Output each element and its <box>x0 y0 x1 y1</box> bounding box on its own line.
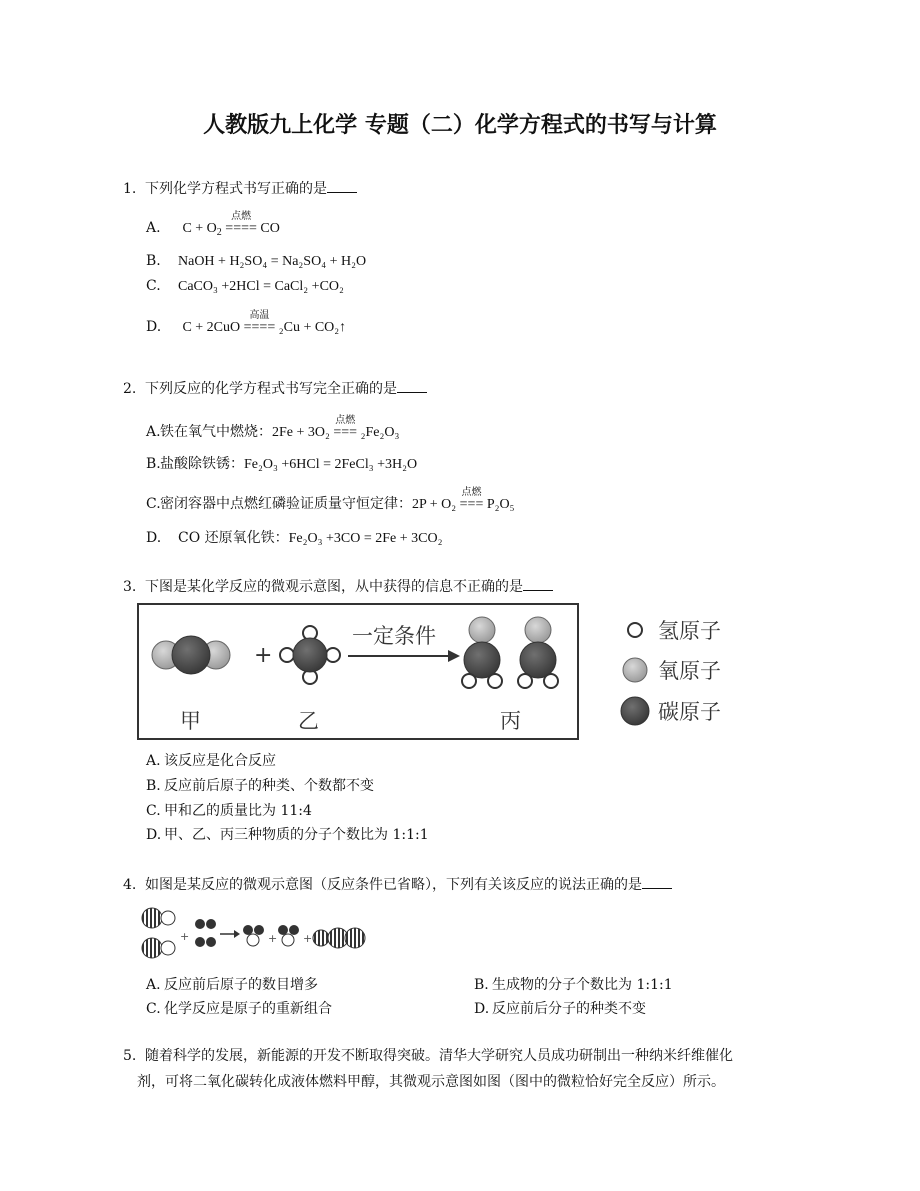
condition-sign <box>243 310 276 336</box>
plus-sign: + <box>268 932 278 945</box>
question-text-line-2: 剂，可将二氧化碳转化成液体燃料甲醇，其微观示意图如图（图中的微粒恰好完全反应）所示。 <box>137 1074 725 1090</box>
option-prefix: 铁在氧气中燃烧： <box>160 424 272 440</box>
option-label: B. <box>146 253 161 269</box>
question-5 <box>123 1043 833 1095</box>
question-number: 3. <box>123 579 137 595</box>
equals-sign: === <box>459 497 484 512</box>
equation-right: P₂O₅ <box>486 497 515 512</box>
q3-option-d <box>146 824 429 844</box>
question-number: 2. <box>123 381 137 397</box>
option-label: A. <box>146 977 161 993</box>
q4-option-c <box>146 998 332 1018</box>
equals-sign: === <box>333 425 358 440</box>
q1-option-c <box>146 278 344 295</box>
question-3 <box>123 576 553 596</box>
option-prefix: CO 还原氧化铁： <box>178 530 289 546</box>
molecule-bing-1 <box>462 617 502 688</box>
option-text: 反应前后原子的种类、个数都不变 <box>164 778 374 794</box>
answer-blank <box>397 380 427 393</box>
equation: NaOH + H₂SO₄ = Na₂SO₄ + H₂O <box>178 254 367 269</box>
equation-right: ₂Cu + CO₂↑ <box>278 320 347 335</box>
option-label: B. <box>474 977 489 993</box>
option-label: D. <box>146 827 162 843</box>
plus-sign: + <box>180 930 190 943</box>
option-label: C. <box>146 278 161 294</box>
option-label: D. <box>474 1001 490 1017</box>
reaction-condition: 高温 <box>249 310 270 321</box>
question-number: 1. <box>123 181 137 197</box>
option-text: 该反应是化合反应 <box>164 753 276 769</box>
reactant-molecule-2 <box>142 938 175 958</box>
q4-option-b <box>474 974 673 994</box>
label-jia: 甲 <box>180 709 201 733</box>
q2-option-c <box>146 487 515 513</box>
q3-option-c <box>146 800 312 820</box>
label-yi: 乙 <box>298 709 319 733</box>
equation: CaCO₃ +2HCl = CaCl₂ +CO₂ <box>178 279 344 294</box>
equation-left: 2Fe + 3O₂ <box>272 425 330 440</box>
option-label: C. <box>146 1001 161 1017</box>
option-text: 甲、乙、丙三种物质的分子个数比为 1:1:1 <box>164 827 429 843</box>
legend-oxygen-icon <box>623 658 647 682</box>
question-number: 5. <box>123 1048 137 1064</box>
plus-sign: + <box>254 643 273 668</box>
equation-left: 2P + O₂ <box>412 497 457 512</box>
reactant-molecule-3 <box>195 919 216 947</box>
option-text: 反应前后分子的种类不变 <box>492 1001 646 1017</box>
option-label: B. <box>146 456 161 472</box>
molecule-bing-2 <box>518 617 558 688</box>
product-molecule-1 <box>243 925 264 946</box>
q2-option-b <box>146 453 417 473</box>
arrow-label: 一定条件 <box>352 624 436 648</box>
option-label: D. <box>146 530 162 546</box>
reactant-molecule-1 <box>142 908 175 928</box>
option-text: 反应前后原子的数目增多 <box>164 977 318 993</box>
product-molecule-2 <box>278 925 299 946</box>
option-prefix: 盐酸除铁锈： <box>160 456 244 472</box>
equation: Fe₂O₃ +6HCl = 2FeCl₃ +3H₂O <box>244 457 418 472</box>
option-label: C. <box>146 496 161 512</box>
question-number: 4. <box>123 877 137 893</box>
reaction-condition: 点燃 <box>231 211 252 222</box>
equation-right: ₂Fe₂O₃ <box>360 425 400 440</box>
equals-sign: ==== <box>243 320 276 335</box>
option-prefix: 密闭容器中点燃红磷验证质量守恒定律： <box>160 496 412 512</box>
q3-option-b <box>146 775 374 795</box>
legend-oxygen-label: 氧原子 <box>658 659 721 683</box>
reaction-condition: 点燃 <box>461 487 482 498</box>
question-text: 下图是某化学反应的微观示意图，从中获得的信息不正确的是 <box>145 579 523 595</box>
arrow-head-icon <box>234 930 240 938</box>
q4-option-d <box>474 998 646 1018</box>
q3-option-a <box>146 750 276 770</box>
option-label: A. <box>146 220 161 236</box>
question-4 <box>123 874 672 894</box>
equals-sign: ==== <box>225 221 257 236</box>
molecule-jia <box>152 636 230 674</box>
reaction-diagram-2 <box>138 902 378 966</box>
legend-hydrogen-icon <box>628 623 642 637</box>
legend-carbon-icon <box>621 697 649 725</box>
question-text: 下列化学方程式书写正确的是 <box>145 181 327 197</box>
q1-option-d <box>146 310 347 336</box>
label-bing: 丙 <box>500 709 521 733</box>
q1-option-a <box>146 211 280 238</box>
arrow-head-icon <box>448 650 460 662</box>
reaction-diagram <box>130 600 750 745</box>
option-text: 生成物的分子个数比为 1:1:1 <box>492 977 673 993</box>
question-text: 如图是某反应的微观示意图（反应条件已省略），下列有关该反应的说法正确的是 <box>145 877 642 893</box>
answer-blank <box>523 578 553 591</box>
option-label: C. <box>146 803 161 819</box>
condition-sign <box>333 415 358 441</box>
page-title: 人教版九上化学 专题（二）化学方程式的书写与计算 <box>203 113 717 138</box>
condition-sign <box>459 487 484 513</box>
question-1 <box>123 178 357 198</box>
answer-blank <box>642 876 672 889</box>
option-label: A. <box>146 753 161 769</box>
condition-sign <box>225 211 257 237</box>
subscript: 2 <box>216 227 222 238</box>
q4-option-a <box>146 974 318 994</box>
q2-option-d <box>146 527 442 547</box>
legend-carbon-label: 碳原子 <box>658 700 721 724</box>
equation: Fe₂O₃ +3CO = 2Fe + 3CO₂ <box>288 531 443 546</box>
option-text: 化学反应是原子的重新组合 <box>164 1001 332 1017</box>
legend-hydrogen-label: 氢原子 <box>658 619 721 643</box>
q1-option-b <box>146 253 366 270</box>
question-text: 下列反应的化学方程式书写完全正确的是 <box>145 381 397 397</box>
equation-left: C + O <box>182 221 217 236</box>
product-molecule-3 <box>313 928 365 948</box>
q2-option-a <box>146 415 400 441</box>
option-label: B. <box>146 778 161 794</box>
question-text-line-1: 随着科学的发展，新能源的开发不断取得突破。清华大学研究人员成功研制出一种纳米纤维催化 <box>145 1048 733 1064</box>
option-label: A. <box>146 424 161 440</box>
reaction-condition: 点燃 <box>335 415 356 426</box>
option-text: 甲和乙的质量比为 11:4 <box>164 803 312 819</box>
legend <box>621 619 721 725</box>
equation-right: CO <box>260 221 280 236</box>
question-2 <box>123 378 427 398</box>
molecule-yi <box>280 626 340 684</box>
option-label: D. <box>146 319 162 335</box>
equation-left: C + 2CuO <box>182 320 241 335</box>
answer-blank <box>327 180 357 193</box>
plus-sign: + <box>303 932 313 945</box>
